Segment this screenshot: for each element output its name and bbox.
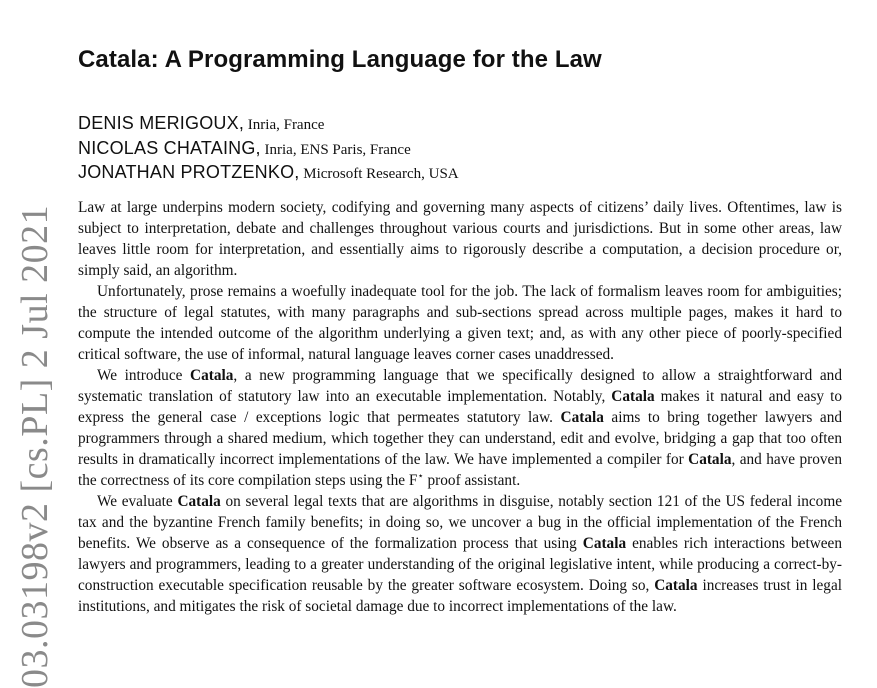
language-name: Catala <box>688 451 732 468</box>
arxiv-identifier-stamp: 03.03198v2 [cs.PL] 2 Jul 2021 <box>14 204 56 688</box>
language-name: Catala <box>560 409 604 426</box>
language-name: Catala <box>654 577 698 594</box>
text-run: We introduce <box>97 367 191 384</box>
author-entry <box>78 111 459 136</box>
author-affiliation: Inria, ENS Paris, France <box>260 141 411 158</box>
language-name: Catala <box>177 493 221 510</box>
author-entry <box>78 160 459 185</box>
author-name: JONATHAN PROTZENKO, <box>78 162 300 182</box>
abstract-paragraph-1: Law at large underpins modern society, codifying and governing many aspects of citizens’ daily lives. Oftentimes, law is subject to interpretation, debate and challenges throughout various courts and jurisdictions. But in some other areas, law leaves little room for interpretation, and essentially aims to rigorously describe a computation, a decision procedure or, simply said, an algorithm. <box>78 199 842 279</box>
text-run: enables rich interactions between lawyers and programmers, leading to a greater understanding of the original legislative intent, while producing a correct-by-construction executable specification reusable by the greater software ecosystem. Doing so, <box>78 535 842 594</box>
text-run: , and have proven the correctness of its core compilation steps using the F <box>78 451 842 489</box>
abstract-paragraph-3 <box>78 365 842 491</box>
abstract-paragraph-4 <box>78 491 842 617</box>
author-list <box>78 111 459 185</box>
text-run: on several legal texts that are algorithms in disguise, notably section 121 of the US federal income tax and the byzantine French family benefits; in doing so, we uncover a bug in the official implementation of the French benefits. We observe as a consequence of the formalization process that using <box>78 493 843 552</box>
paper-title: Catala: A Programming Language for the Law <box>78 46 602 73</box>
text-run: , a new programming language that we specifically designed to allow a straightforward and systematic translation of statutory law into an executable implementation. Notably, <box>78 367 842 405</box>
star-superscript: ⋆ <box>417 470 424 482</box>
author-name: NICOLAS CHATAING, <box>78 137 261 158</box>
text-run: makes it natural and easy to express the general case / exceptions logic that permeates statutory law. <box>78 388 842 426</box>
text-run: increases trust in legal institutions, and mitigates the risk of societal damage due to incorrect implementations of the law. <box>78 577 842 615</box>
author-affiliation: Inria, France <box>244 117 325 133</box>
language-name: Catala <box>582 535 627 552</box>
language-name: Catala <box>190 367 234 384</box>
author-affiliation: Microsoft Research, USA <box>299 166 459 182</box>
text-run: We evaluate <box>97 493 178 510</box>
language-name: Catala <box>611 388 655 405</box>
author-name: DENIS MERIGOUX, <box>78 113 245 133</box>
abstract <box>78 197 842 617</box>
text-run: aims to bring together lawyers and programmers through a shared medium, which together they can understand, edit and evolve, bridging a gap that too often results in dramatically incorrect implementations of the law. We have implemented a compiler for <box>78 409 842 468</box>
text-run: proof assistant. <box>423 472 521 489</box>
abstract-paragraph-2: Unfortunately, prose remains a woefully inadequate tool for the job. The lack of formalism leaves room for ambiguities; the structure of legal statutes, with many paragraphs and sub-sections spread across multiple pages, makes it hard to compute the intended outcome of the algorithm underlying a given text; and, as with any other piece of poorly-specified critical software, the use of informal, natural language leaves corner cases unaddressed. <box>78 283 842 363</box>
author-entry <box>78 136 459 161</box>
